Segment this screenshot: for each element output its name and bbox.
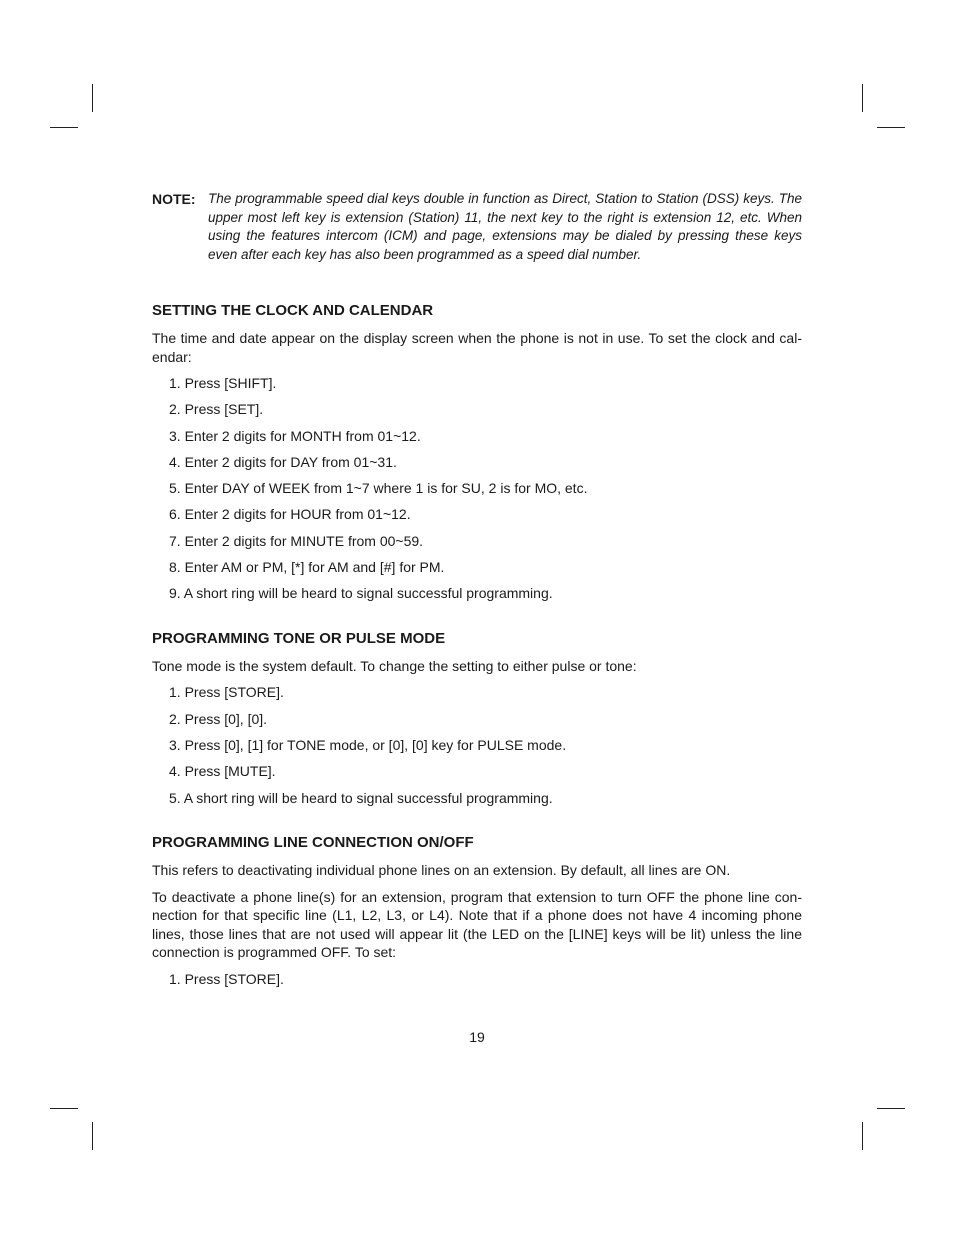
section-tone-pulse (152, 629, 802, 807)
step-list (152, 374, 802, 603)
crop-mark-bottom-left-horizontal (50, 1108, 78, 1109)
section-heading: PROGRAMMING TONE OR PULSE MODE (152, 629, 446, 647)
step-item: 3. Press [0], [1] for TONE mode, or [0], [0] key for PULSE mode. (169, 736, 567, 753)
step-item: 3. Enter 2 digits for MONTH from 01~12. (169, 427, 421, 444)
step-item: 4. Press [MUTE]. (169, 763, 276, 780)
section-paragraph: The time and date appear on the display screen when the phone is not in use. To set the clock and cal-endar: (152, 330, 802, 365)
step-item: 1. Press [STORE]. (169, 970, 284, 987)
step-item: 8. Enter AM or PM, [*] for AM and [#] for PM. (169, 559, 445, 576)
step-list (152, 970, 802, 989)
step-item: 6. Enter 2 digits for HOUR from 01~12. (169, 506, 411, 523)
step-item: 5. Enter DAY of WEEK from 1~7 where 1 is for SU, 2 is for MO, etc. (169, 480, 588, 497)
crop-mark-bottom-right-vertical (862, 1122, 863, 1150)
crop-mark-bottom-right-horizontal (877, 1108, 905, 1109)
section-heading: PROGRAMMING LINE CONNECTION ON/OFF (152, 834, 474, 852)
crop-mark-top-left-horizontal (50, 127, 78, 128)
page-number: 19 (469, 1029, 485, 1045)
step-item: 4. Enter 2 digits for DAY from 01~31. (169, 453, 397, 470)
step-item: 7. Enter 2 digits for MINUTE from 00~59. (169, 532, 424, 549)
crop-mark-top-right-vertical (862, 84, 863, 112)
section-paragraph: To deactivate a phone line(s) for an extension, program that extension to turn OFF the phone line con-nection for that specific line (L1, L2, L3, or L4). Note that if a phone does not have 4 incoming phone lines, those lines that are not used will appear lit (the LED on the [LINE] keys will be lit) unless the line connection is programmed OFF. To set: (152, 888, 802, 961)
step-item: 1. Press [SHIFT]. (169, 375, 277, 391)
note-block (152, 190, 802, 264)
step-item: 2. Press [SET]. (169, 401, 264, 418)
note-text: The programmable speed dial keys double in function as Direct, Station to Station (DSS) keys. The upper most left key is extension (Station) 11, the next key to the right is extension 12, etc. When using the features intercom (ICM) and page, extensions may be dialed by pressing these keys even after each key has also been programmed as a speed dial number. (208, 191, 802, 262)
section-paragraph: This refers to deactivating individual phone lines on an extension. By default, all lines are ON. (152, 862, 731, 879)
crop-mark-bottom-left-vertical (92, 1122, 93, 1150)
crop-mark-top-right-horizontal (877, 127, 905, 128)
step-item: 9. A short ring will be heard to signal successful programming. (169, 585, 553, 602)
page-content (152, 190, 802, 1014)
section-clock-calendar (152, 301, 802, 603)
section-line-connection (152, 833, 802, 988)
step-list (152, 683, 802, 807)
step-item: 2. Press [0], [0]. (169, 710, 268, 727)
section-paragraph: Tone mode is the system default. To change the setting to either pulse or tone: (152, 657, 637, 674)
section-heading: SETTING THE CLOCK AND CALENDAR (152, 302, 434, 319)
note-label: NOTE: (152, 191, 196, 207)
crop-mark-top-left-vertical (92, 84, 93, 112)
step-item: 5. A short ring will be heard to signal successful programming. (169, 789, 553, 806)
step-item: 1. Press [STORE]. (169, 684, 284, 701)
